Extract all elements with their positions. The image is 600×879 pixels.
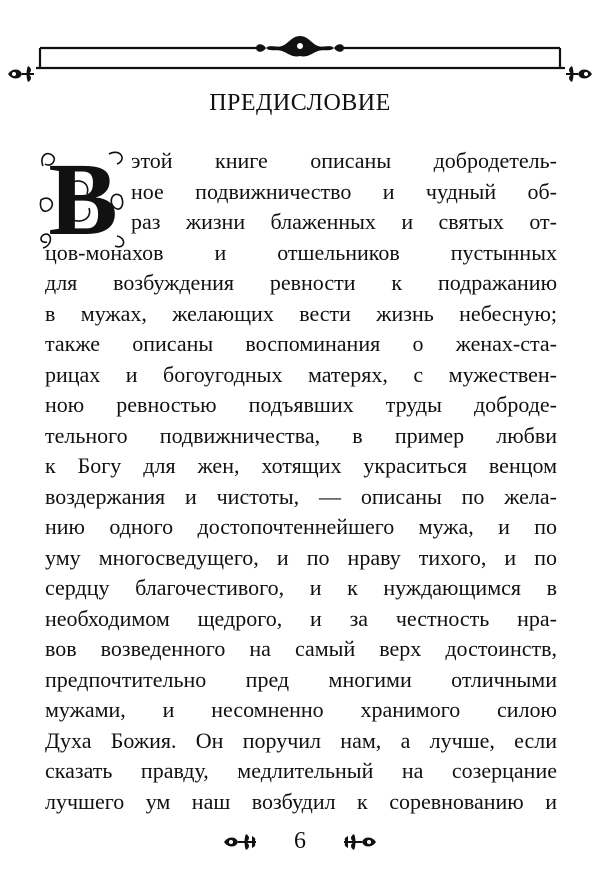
header-ornament	[0, 22, 600, 82]
body-line: этой книге описаны добродетель-	[131, 148, 557, 173]
body-line: необходимом щедрого, и за честность нра-	[45, 605, 557, 631]
body-line: к Богу для жен, хотящих украситься венцом	[45, 453, 557, 478]
body-line: также описаны воспоминания о женах-ста-	[45, 331, 557, 356]
page-number: 6	[294, 828, 306, 854]
body-line: мужами, и несомненно хранимого силою	[45, 697, 557, 722]
body-line: сказать правду, медлительный на созерцание	[45, 758, 557, 783]
dropcap	[37, 142, 129, 257]
body-line: вов возведенного на самый верх достоинств,	[45, 636, 557, 661]
body-line: в мужах, желающих вести жизнь небесную;	[45, 300, 557, 326]
body-line: воздержания и чистоты, — описаны по жела-	[45, 483, 557, 509]
body-line: предпочтительно пред многими отличными	[45, 666, 557, 692]
body-line: для возбуждения ревности к подражанию	[45, 270, 557, 295]
body-line: ною ревностью подъявших труды доброде-	[45, 392, 557, 417]
dropcap-letter: В	[48, 142, 118, 257]
body-line: рицах и богоугодных матерях, с мужествен-	[45, 361, 557, 387]
body-line: лучшего ум наш возбудил к соревнованию и	[45, 788, 557, 814]
page-title: ПРЕДИСЛОВИЕ	[209, 90, 391, 116]
body-line: уму многосведущего, и по нраву тихого, и по	[45, 544, 557, 570]
body-line: ное подвижничество и чудный об-	[131, 178, 557, 204]
body-line: Духа Божия. Он поручил нам, а лучше, если	[45, 727, 557, 753]
body-line: нию одного достопочтеннейшего мужа, и по	[45, 514, 557, 539]
body-line: цов-монахов и отшельников пустынных	[45, 239, 557, 265]
body-line: сердцу благочестивого, и к нуждающимся в	[45, 575, 557, 600]
body-line: тельного подвижничества, в пример любви	[45, 422, 557, 448]
body-line: раз жизни блаженных и святых от-	[131, 209, 557, 234]
